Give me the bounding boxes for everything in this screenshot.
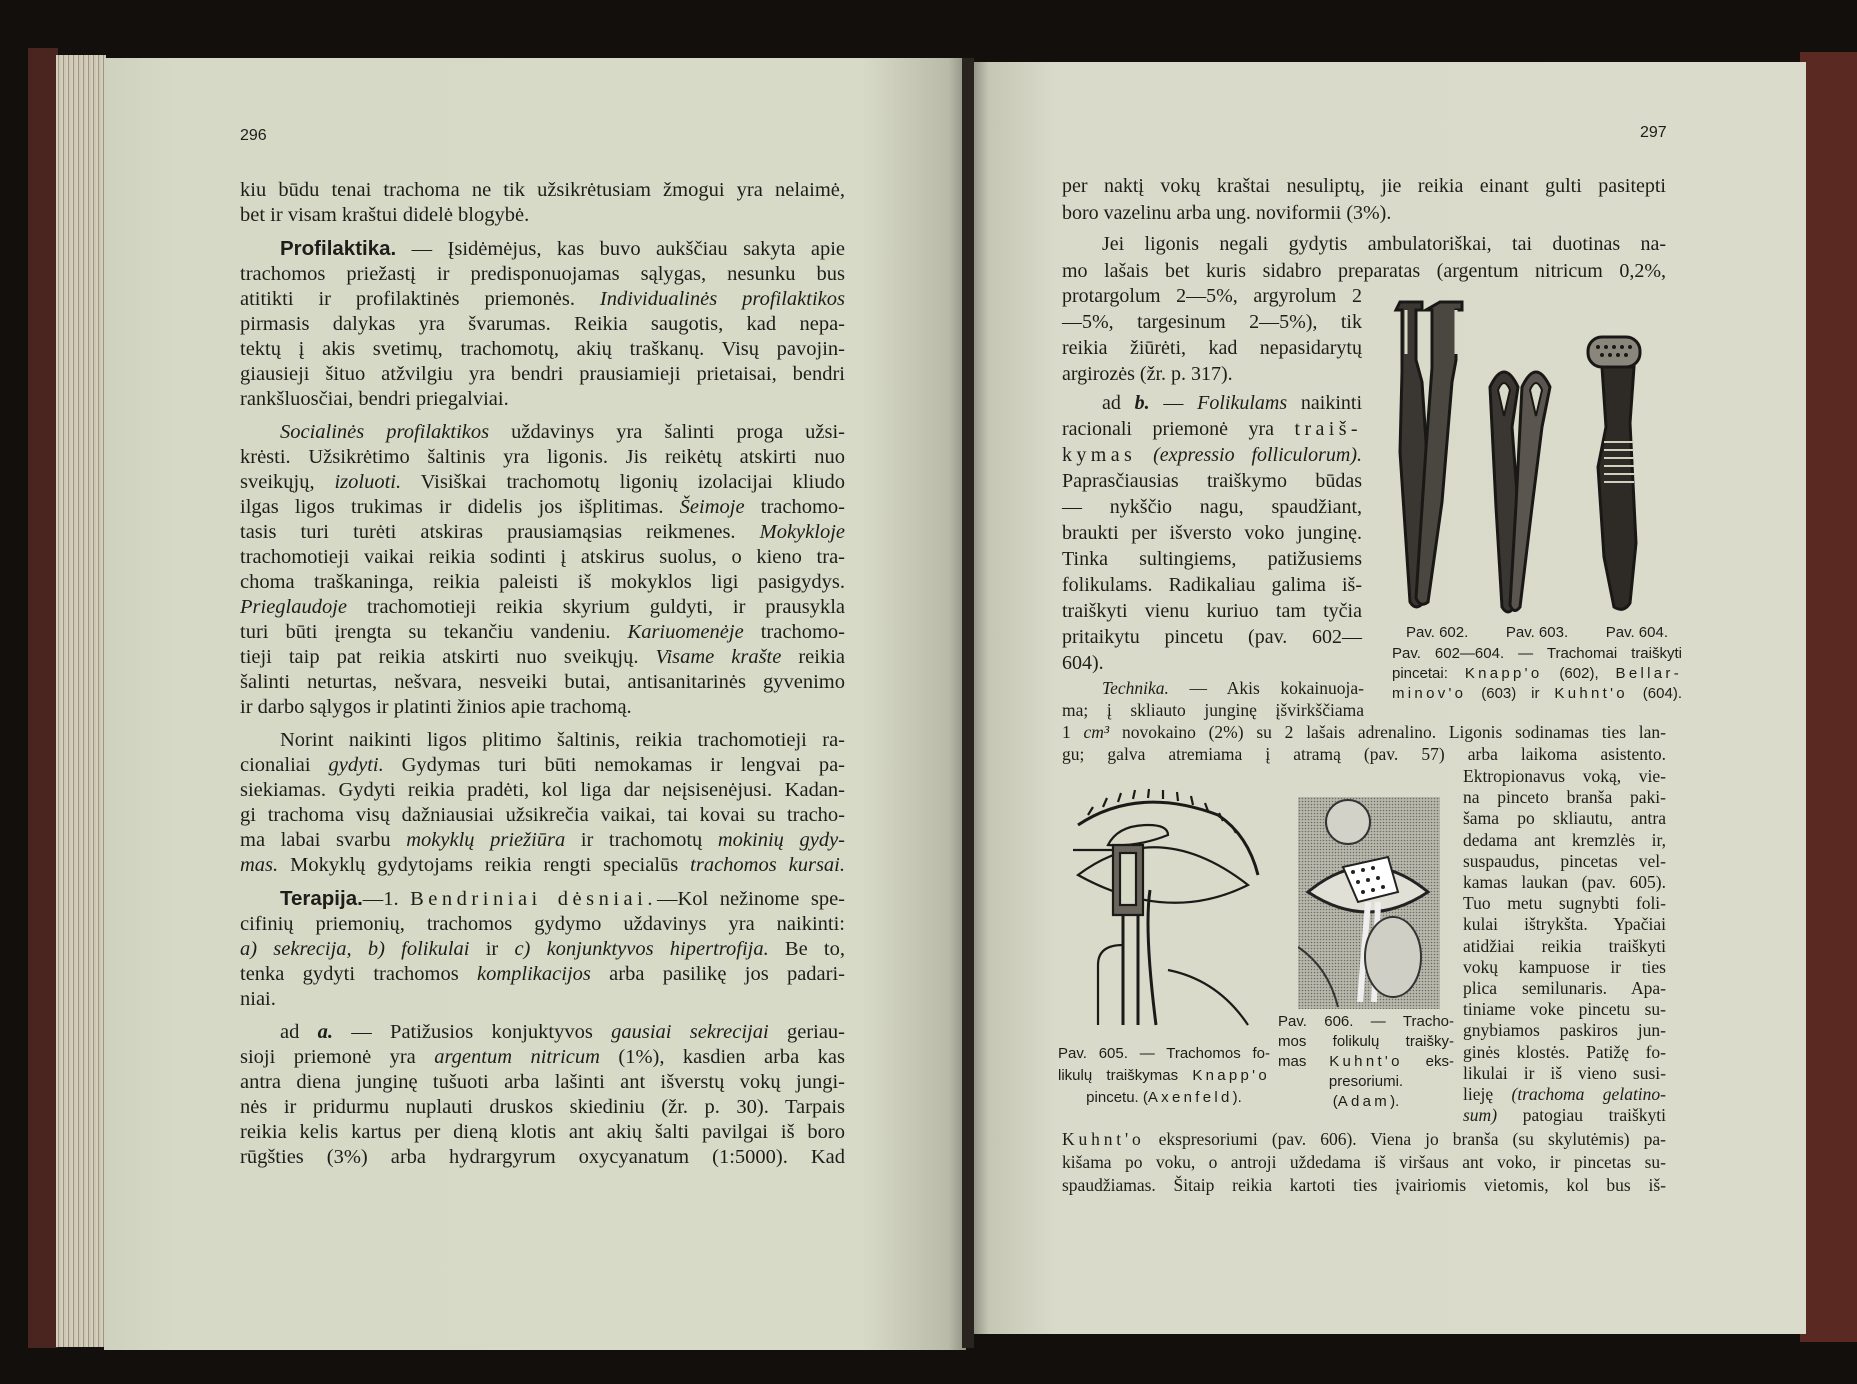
text-run: reikia žiūrėti, kad nepasidarytų — [1062, 337, 1362, 359]
text-run: tenka gydyti trachomos — [240, 963, 478, 985]
text-run: trachomotieji reikia skyrium guldyti, ir prausykla — [347, 596, 845, 618]
text-run: pirmasis dalykas yra švarumas. Reikia saugotis, kad nepa- — [240, 313, 845, 335]
text-run: Kuhnt'o — [1554, 685, 1628, 702]
text-line — [1062, 309, 1362, 335]
text-run: spaudžiamas. Šitaip reikia kartoti ties įvairiomis vietomis, kol bus iš- — [1062, 1175, 1666, 1195]
knapp-forceps-icon — [1396, 302, 1462, 607]
text-run: ad — [1102, 392, 1135, 414]
text-run: plica semilunaris. Apa- — [1463, 978, 1666, 999]
text-run: 1 — [1062, 722, 1084, 742]
text-line — [1062, 1174, 1666, 1197]
text-line — [1062, 1151, 1666, 1174]
text-line — [1062, 650, 1362, 676]
text-line — [240, 753, 845, 778]
text-run: vokų kampuose ir ties — [1463, 956, 1666, 977]
text-run: Kuhnt'o — [1062, 1129, 1145, 1149]
text-run: dedama ant kremzlės ir, — [1463, 829, 1666, 850]
text-run: Visame krašte — [655, 646, 782, 668]
text-run: racionali priemonė yra — [1062, 418, 1295, 440]
text-run: Tuo metu sugnybti foli- — [1463, 893, 1666, 914]
text-line — [1062, 231, 1666, 258]
text-run: Šeimoje — [679, 496, 745, 518]
text-run: trachomotieji vaikai reikia sodinti į atskirus suolus, o kieno tra- — [240, 546, 845, 568]
text-line — [240, 520, 845, 545]
text-run: (602), — [1542, 665, 1616, 682]
text-run: lieję — [1463, 1084, 1512, 1105]
text-line — [1463, 1063, 1666, 1084]
text-run: reikia — [781, 646, 846, 668]
text-run: cifinių priemonių, trachomos gydymo uždavinys yra naikinti: — [240, 913, 845, 935]
text-run: Folikulams — [1197, 392, 1288, 414]
text-run: traiškyti vienu kuriuo tam tyčia — [1062, 600, 1362, 622]
page-number-left: 296 — [240, 127, 267, 144]
text-run: ma; į skliauto junginę įšvirkščiama — [1062, 700, 1364, 720]
text-run: kulai ištrykšta. Ypačiai — [1463, 914, 1666, 935]
text-run: geriau- — [768, 1021, 846, 1043]
kuhnt-forceps-icon — [1588, 337, 1640, 609]
text-run: patogiau traiškyti — [1497, 1105, 1666, 1126]
text-run: Pav. 606. — Tracho- — [1278, 1013, 1454, 1030]
text-line — [240, 670, 845, 695]
text-line — [1062, 361, 1362, 387]
text-line — [240, 1020, 845, 1045]
text-run: ir darbo sąlygos ir platinti žinios apie trachomą. — [240, 696, 632, 718]
text-line — [1062, 442, 1362, 468]
text-run: gydyti. — [328, 754, 384, 776]
text-run: eks- — [1402, 1053, 1454, 1070]
text-line — [240, 595, 845, 620]
text-run: a) sekrecija, b) folikulai — [240, 938, 470, 960]
text-run: mos folikulų traišky- — [1278, 1033, 1454, 1050]
text-run: nės ir pridurmu nuplauti druskos skiediniu (žr. p. 30). Tarpais — [240, 1096, 845, 1118]
text-run: kišama po voku, o antroji uždedama iš viršaus ant voko, ir pincetas su- — [1062, 1152, 1666, 1172]
text-run: Kariuomenėje — [627, 621, 744, 643]
text-run: folikulams. Radikaliau galima iš- — [1062, 574, 1362, 596]
kuhnt-expressor-photo — [1298, 797, 1440, 1009]
text-run: b. — [1134, 392, 1150, 414]
text-run: pincetai: — [1392, 665, 1465, 682]
text-run: reikia kelis kartus per dieną klotis ant akių šalti pavilgai iš boro — [240, 1121, 845, 1143]
text-run: Be to, — [768, 938, 845, 960]
text-run: Knapp'o — [1464, 665, 1543, 682]
text-line — [240, 987, 845, 1012]
text-run: na pinceto branša paki- — [1463, 787, 1666, 808]
text-line — [240, 645, 845, 670]
figure-caption-605 — [1058, 1043, 1270, 1109]
text-line — [1463, 872, 1666, 893]
text-line — [1062, 546, 1362, 572]
text-line — [1062, 624, 1362, 650]
text-run: cionaliai — [240, 754, 329, 776]
text-line — [1062, 494, 1362, 520]
text-run: šama po skliautu, antra — [1463, 808, 1666, 829]
text-line — [1058, 1065, 1270, 1087]
text-line — [240, 470, 845, 495]
text-run: ad — [280, 1021, 318, 1043]
text-run: —5%, targesinum 2—5%), tik — [1062, 311, 1362, 333]
right-wrap-text — [1062, 283, 1362, 676]
text-run: Pav. 605. — Trachomos fo- — [1058, 1045, 1270, 1062]
text-line — [1463, 1084, 1666, 1105]
text-run: —1. — [362, 888, 411, 910]
forceps-figure-labels — [1406, 624, 1668, 641]
text-line — [240, 1070, 845, 1095]
text-run: suspaudus, pincetas vel- — [1463, 850, 1666, 871]
text-line — [1278, 1032, 1454, 1052]
text-run: (603) ir — [1466, 685, 1555, 702]
text-run: šalinti neturtas, nešvara, nesveiki butai, antisanitarinės gyvenimo — [240, 671, 845, 693]
figure-label-603: Pav. 603. — [1505, 624, 1569, 641]
text-line — [240, 545, 845, 570]
text-line — [1463, 936, 1666, 957]
text-run: 604). — [1062, 652, 1104, 674]
text-line — [1463, 1020, 1666, 1041]
text-run: ). — [1232, 1089, 1242, 1106]
text-line — [1463, 808, 1666, 829]
text-line — [1062, 468, 1362, 494]
text-run: siekiamas. Gydyti reikia pradėti, kol liga dar neįsisenėjusi. Kadan- — [240, 779, 845, 801]
text-line — [1463, 999, 1666, 1020]
text-line — [1058, 1087, 1270, 1109]
text-run: braukti per išversto voko junginę. — [1062, 522, 1362, 544]
text-line — [1463, 766, 1666, 787]
text-run: Pav. 602—604. — Trachomai traiškyti — [1392, 645, 1682, 662]
text-run: (1%), kasdien arba kas — [599, 1046, 845, 1068]
text-run: Visiškai trachomotų ligonių izolacijai kliudo — [401, 471, 846, 493]
text-run: Terapija. — [280, 887, 363, 910]
text-run: atitikti ir profilaktinės priemonės. — [240, 288, 600, 310]
text-line — [240, 362, 845, 387]
text-run: trachomos kursai. — [690, 854, 845, 876]
text-run: turi būti įrengta su tekančiu vandeniu. — [240, 621, 628, 643]
text-run: Prieglaudoje — [240, 596, 348, 618]
text-run: bet ir visam kraštui didelė blogybė. — [240, 204, 530, 226]
side-column-text — [1463, 766, 1666, 1126]
text-run: — nykščio nagu, spaudžiant, — [1062, 496, 1362, 518]
text-run: rūgšties (3%) arba hydrargyrum oxycyanatum (1:5000). Kad — [240, 1146, 845, 1168]
figure-label-602: Pav. 602. — [1406, 624, 1469, 641]
text-run: mas. — [240, 854, 279, 876]
text-run: mo lašais bet kuris sidabro preparatas (argentum nitricum 0,2%, — [1062, 260, 1666, 282]
text-run: sioji priemonė yra — [240, 1046, 435, 1068]
text-run: mokinių gydy- — [717, 829, 845, 851]
text-run: choma traškaninga, reikia paleisti iš mokyklos ligi pasigydys. — [240, 571, 845, 593]
text-line — [1463, 914, 1666, 935]
text-run: Kuhnt'o — [1329, 1053, 1403, 1070]
text-run: ilgas ligos trukimas ir didelis jos išplitimas. — [240, 496, 680, 518]
text-run: pincetu. ( — [1086, 1089, 1148, 1106]
technika-text — [1062, 677, 1364, 721]
text-line — [1062, 258, 1666, 285]
text-run: Ektropionavus voką, vie- — [1463, 766, 1666, 786]
text-run: ginės klostės. Patižę fo- — [1463, 1041, 1666, 1062]
text-run: sveikųjų, — [240, 471, 335, 493]
bellarminov-forceps-icon — [1490, 372, 1550, 612]
text-line — [240, 178, 845, 203]
text-run: kamas laukan (pav. 605). — [1463, 872, 1666, 893]
text-run: protargolum 2—5%, argyrolum 2 — [1062, 285, 1362, 307]
bottom-text — [1062, 1128, 1666, 1197]
text-line — [240, 420, 845, 445]
text-line — [1062, 721, 1666, 743]
book-cover-right — [1800, 52, 1857, 1342]
text-line — [1062, 572, 1362, 598]
text-run: tasis turi turėti atskiras prausiamąsias reikmenes. — [240, 521, 760, 543]
text-run: Gydymas turi būti nemokamas ir lengvai pa- — [383, 754, 845, 776]
text-run: gu; galva atremiama į atramą (pav. 57) arba laikoma asistento. — [1062, 744, 1666, 764]
text-run: likulai ir iš vieno susi- — [1463, 1062, 1666, 1083]
text-run: Adam — [1337, 1093, 1391, 1110]
text-line — [1062, 699, 1364, 721]
text-run: presoriumi. — [1328, 1073, 1404, 1090]
text-line — [240, 853, 845, 878]
text-run: pritaikytu pincetu (pav. 602— — [1062, 626, 1362, 648]
text-line — [240, 728, 845, 753]
text-line — [240, 778, 845, 803]
text-run: kymas — [1062, 444, 1137, 466]
text-run: ma labai svarbu — [240, 829, 407, 851]
text-line — [240, 1120, 845, 1145]
text-line — [240, 312, 845, 337]
text-run: gausiai sekrecijai — [611, 1021, 769, 1043]
text-run: Mokykloje — [759, 521, 845, 543]
forceps-illustration — [1390, 292, 1665, 617]
text-line — [1058, 1043, 1270, 1065]
text-run: giausieji šituo atžvilgiu yra bendri prausiamieji prietaisai, bendri — [240, 363, 845, 385]
text-run: Individualinės profilaktikos — [599, 288, 845, 310]
text-line — [240, 387, 845, 412]
text-run: trachomo- — [744, 496, 845, 518]
text-line — [1463, 830, 1666, 851]
text-run: a. — [317, 1021, 333, 1043]
text-line — [1278, 1012, 1454, 1032]
text-run: (trachoma gelatino- — [1511, 1084, 1666, 1105]
text-run: Bellar- — [1615, 665, 1682, 682]
text-run: sum) — [1463, 1105, 1498, 1126]
text-line — [240, 262, 845, 287]
text-run: tiniame voke pincetu su- — [1463, 999, 1666, 1020]
text-run: niai. — [240, 988, 276, 1010]
text-run: per naktį vokų kraštai nesuliptų, jie reikia einant gulti pasitepti — [1062, 175, 1666, 197]
text-line — [1062, 520, 1362, 546]
text-line — [240, 803, 845, 828]
text-line — [240, 937, 845, 962]
text-run: Technika. — [1102, 678, 1169, 698]
text-line — [1278, 1072, 1454, 1092]
figure-label-604: Pav. 604. — [1605, 624, 1668, 641]
text-run — [1136, 444, 1153, 466]
text-line — [240, 495, 845, 520]
text-line — [1463, 1042, 1666, 1063]
text-line — [1392, 684, 1682, 704]
text-run: gnybiamos paskiros jun- — [1463, 1020, 1666, 1041]
text-line — [240, 828, 845, 853]
text-line — [240, 236, 845, 262]
text-line — [240, 620, 845, 645]
text-line — [1062, 677, 1364, 699]
text-run: mokyklų priežiūra — [406, 829, 566, 851]
text-run: Paprasčiausias traiškymo būdas — [1062, 470, 1362, 492]
text-run: Socialinės profilaktikos — [280, 421, 490, 443]
text-run: Bendriniai dėsniai. — [410, 888, 657, 910]
text-run: kiu būdu tenai trachoma ne tik užsikrėtusiam žmogui yra nelaimė, — [240, 179, 845, 201]
text-run: Axenfeld — [1147, 1089, 1233, 1106]
text-run: likulų traiškymas — [1058, 1067, 1193, 1084]
eye-forceps-illustration — [1068, 785, 1268, 1030]
text-run: argentum nitricum — [434, 1046, 600, 1068]
text-line — [1463, 957, 1666, 978]
text-run: rankšluosčiai, bendri priegalviai. — [240, 388, 509, 410]
text-line — [240, 337, 845, 362]
text-line — [1278, 1092, 1454, 1112]
text-run: Profilaktika. — [280, 237, 397, 260]
technika-full-text — [1062, 721, 1666, 765]
book-gutter — [962, 58, 974, 1348]
text-run: traiš- — [1294, 418, 1362, 440]
text-run: Norint naikinti ligos plitimo šaltinis, reikia trachomotieji ra- — [280, 729, 845, 751]
text-line — [240, 1095, 845, 1120]
text-run: gi trachoma visų dažniausiai užsikrečia vaikai, tai kovai su tracho- — [240, 804, 845, 826]
text-line — [1463, 787, 1666, 808]
text-line — [1392, 664, 1682, 684]
text-run: Knapp'o — [1192, 1067, 1270, 1084]
text-run: ). — [1390, 1093, 1400, 1110]
figure-caption-606 — [1278, 1012, 1454, 1112]
text-run: ir trachomotų — [565, 829, 718, 851]
text-line — [1463, 1105, 1666, 1126]
text-line — [1062, 173, 1666, 200]
text-line — [240, 695, 845, 720]
text-line — [240, 912, 845, 937]
text-line — [240, 1145, 845, 1170]
text-line — [240, 1045, 845, 1070]
text-run: izoluoti. — [334, 471, 402, 493]
text-line — [1062, 283, 1362, 309]
text-run: tieji taip pat reikia atskirti nuo sveikųjų. — [240, 646, 656, 668]
text-run: mas — [1278, 1053, 1330, 1070]
figure-caption-602-604 — [1392, 644, 1682, 704]
text-line — [1463, 851, 1666, 872]
text-line — [240, 962, 845, 987]
left-page-body — [240, 178, 845, 1170]
text-line — [240, 570, 845, 595]
right-top-text — [1062, 173, 1666, 285]
text-run: minov'o — [1392, 685, 1467, 702]
text-run: uždavinys yra šalinti proga užsi- — [489, 421, 845, 443]
text-run: boro vazelinu arba ung. noviformii (3%). — [1062, 202, 1392, 224]
text-run: naikinti — [1287, 392, 1362, 414]
text-run: — Akis kokainuoja- — [1168, 678, 1364, 698]
text-run: trachomo- — [743, 621, 845, 643]
text-run: atidžiai reikia traiškyti — [1463, 935, 1666, 956]
page-number-right: 297 — [1640, 124, 1667, 141]
text-run: arba pasilikę jos padari- — [590, 963, 845, 985]
text-line — [1463, 893, 1666, 914]
book-cover-left — [28, 48, 58, 1348]
text-run: — — [1149, 392, 1198, 414]
text-run: komplikacijos — [477, 963, 591, 985]
text-run: argirozės (žr. p. 317). — [1062, 363, 1233, 385]
text-line — [1062, 743, 1666, 765]
text-run: trachomos priežastį ir predisponuojamas sąlygas, nesunku bus — [240, 263, 845, 285]
text-run: cm³ — [1083, 722, 1110, 742]
text-run: Mokyklų gydytojams reikia rengti specialūs — [278, 854, 691, 876]
text-run: c) konjunktyvos hipertrofija. — [514, 938, 769, 960]
text-line — [1062, 335, 1362, 361]
text-run: (604). — [1627, 685, 1682, 702]
text-line — [1062, 598, 1362, 624]
text-run: antra diena junginę tušuoti arba lašinti ant išverstų vokų jungi- — [240, 1071, 845, 1093]
text-run: Tinka sultingiems, patižusiems — [1062, 548, 1362, 570]
text-line — [1062, 390, 1362, 416]
text-run: ( — [1332, 1093, 1338, 1110]
text-run: tektų į akis svetimų, trachomotų, akių traškanų. Visų pavojin- — [240, 338, 845, 360]
text-run: ir — [469, 938, 515, 960]
text-line — [1062, 416, 1362, 442]
text-line — [240, 445, 845, 470]
text-line — [240, 886, 845, 912]
text-line — [1062, 200, 1666, 227]
text-line — [1392, 644, 1682, 664]
text-run: ekspresoriumi (pav. 606). Viena jo branša (su skylutėmis) pa- — [1144, 1129, 1666, 1149]
page-stack-edges — [56, 55, 106, 1347]
text-run: Jei ligonis negali gydytis ambulatoriškai, tai duotinas na- — [1102, 233, 1666, 255]
text-line — [1463, 978, 1666, 999]
text-run: — Įsidėmėjus, kas buvo aukščiau sakyta apie — [396, 238, 845, 260]
text-line — [1278, 1052, 1454, 1072]
text-run: —Kol nežinome spe- — [657, 888, 845, 910]
text-run: — Patižusios konjuktyvos — [333, 1021, 612, 1043]
text-run: novokaino (2%) su 2 lašais adrenalino. Ligonis sodinamas ties lan- — [1109, 722, 1667, 742]
text-line — [240, 203, 845, 228]
text-line — [240, 287, 845, 312]
text-run: (expressio folliculorum). — [1153, 444, 1362, 466]
text-run: krėsti. Užsikrėtimo šaltinis yra ligonis. Jis reikėtų atskirti nuo — [240, 446, 845, 468]
text-line — [1062, 1128, 1666, 1151]
